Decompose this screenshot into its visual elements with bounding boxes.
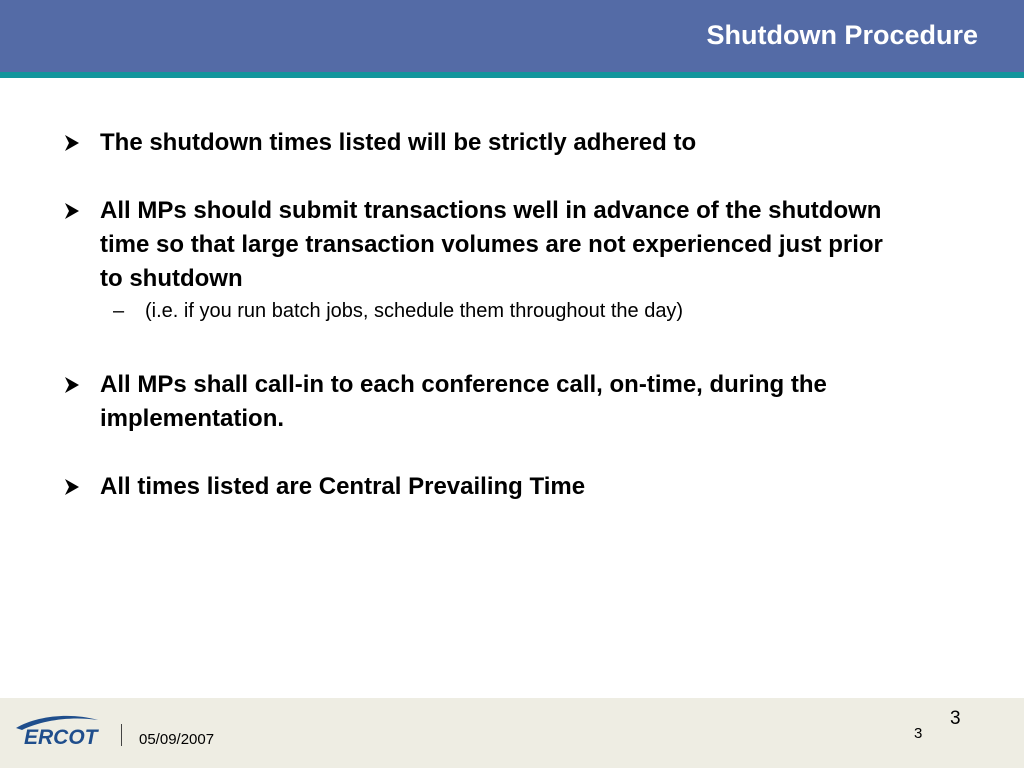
bullet-item (64, 470, 964, 504)
bullet-text: All MPs shall call-in to each conference call, on-time, during the implementation. (100, 371, 827, 432)
bullet-item (64, 368, 964, 436)
bullet-item (64, 126, 964, 160)
sub-bullet-item (113, 296, 683, 326)
bullet-text: All times listed are Central Prevailing Time (100, 473, 586, 500)
slide-footer (0, 698, 1024, 768)
footer-date: 05/09/2007 (139, 731, 215, 748)
bullet-text: All MPs should submit transactions well in advance of the shutdown time so that large transaction volumes are not experienced just prior to shutdown (100, 197, 883, 292)
arrow-bullet-icon (64, 368, 100, 402)
bullet-item (64, 194, 964, 296)
bullet-text: The shutdown times listed will be strictly adhered to (100, 129, 697, 156)
footer-divider (121, 724, 122, 746)
arrow-bullet-icon (64, 194, 100, 228)
arrow-bullet-icon (64, 126, 100, 160)
arrow-bullet-icon (64, 470, 100, 504)
page-number: 3 (950, 708, 961, 729)
slide-title: Shutdown Procedure (706, 20, 978, 50)
sub-bullet-dash: – (113, 300, 125, 322)
page-number-secondary: 3 (914, 725, 923, 742)
sub-bullet-text: (i.e. if you run batch jobs, schedule them throughout the day) (145, 300, 684, 322)
ercot-logo (12, 710, 104, 755)
svg-text:ERCOT: ERCOT (24, 726, 98, 749)
